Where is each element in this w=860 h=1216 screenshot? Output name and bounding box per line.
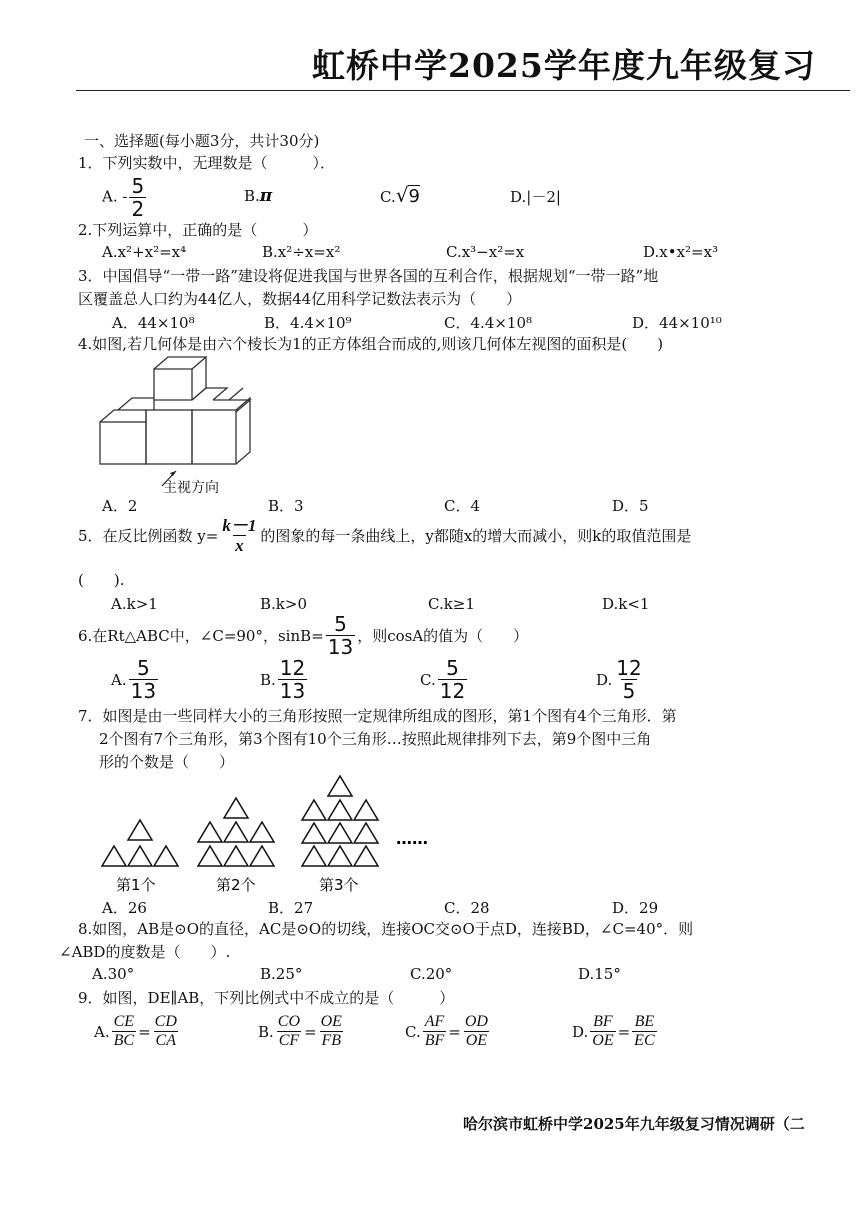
q5-stem-post: 的图象的每一条曲线上，y都随x的增大而减小，则k的取值范围是 (260, 526, 692, 545)
q1-stem: 1．下列实数中，无理数是（ ）． (78, 154, 336, 172)
q6-a-den: 13 (130, 679, 157, 703)
triangle-icon-15 (302, 823, 326, 843)
q9-a-label: A. (94, 1022, 110, 1041)
triangle-icon-3 (154, 846, 178, 866)
q6-a-label: A. (111, 670, 127, 689)
triangle-icon-17 (354, 823, 378, 843)
q9-b-n1: CO (277, 1013, 301, 1030)
triangle-icon-7 (250, 822, 274, 842)
section-heading: 一、选择题(每小题3分，共计30分) (84, 132, 320, 150)
q1-b-prefix: B. (244, 187, 260, 205)
q7-option-b: B．27 (268, 899, 314, 917)
q5-option-b: B.k>0 (260, 595, 307, 613)
q2-stem: 2.下列运算中，正确的是（ ） (78, 221, 318, 239)
q6-d-den: 5 (622, 679, 636, 703)
q6-option-b (260, 658, 309, 701)
q1-a-den: 2 (131, 197, 145, 221)
q9-d-n1: BF (593, 1013, 613, 1030)
q9-option-a: A. $\frac{CE}{BC}$ = $\frac{CD}{CA}$ (94, 1013, 177, 1049)
triangle-icon-8 (198, 846, 222, 866)
q6-c-label: C. (420, 670, 436, 689)
q7-line3: 形的个数是（ ） (99, 753, 235, 771)
triangle-icon-2 (128, 846, 152, 866)
q3-line2: 区覆盖总人口约为44亿人，数据44亿用科学记数法表示为（ ） (78, 290, 522, 308)
q1-option-b (244, 186, 272, 206)
q6-option-a (111, 658, 160, 701)
q5-line2: ( ). (78, 571, 125, 589)
q1-a-num: 5 (131, 174, 145, 198)
triangle-icon-1 (102, 846, 126, 866)
q6-num: 5 (334, 612, 347, 636)
q4-option-d: D．5 (612, 497, 649, 515)
q8-line1: 8.如图，AB是⊙O的直径，AC是⊙O的切线，连接OC交⊙O于点D，连接BD，∠C=40°．则 (78, 920, 694, 938)
q3-option-c: C．4.4×10⁸ (444, 314, 533, 332)
q7-label-2: 第2个 (216, 876, 256, 894)
q5-option-c: C.k≥1 (428, 595, 475, 613)
q6-den: 13 (327, 635, 354, 659)
q5-stem (78, 517, 691, 554)
triangle-icon-20 (354, 846, 378, 866)
triangle-icon-12 (302, 800, 326, 820)
q9-d-n2: BE (634, 1013, 655, 1030)
page-title: 虹桥中学2025学年度九年级复习 (312, 46, 816, 85)
q7-option-d: D．29 (612, 899, 659, 917)
q6-b-den: 13 (279, 679, 306, 703)
q1-b-pi: π (259, 186, 273, 206)
triangle-icon-14 (354, 800, 378, 820)
page-footer: 哈尔滨市虹桥中学2025年九年级复习情况调研（二 (463, 1115, 805, 1133)
q9-d-label: D. (572, 1022, 589, 1041)
q1-a-prefix: A. - (102, 187, 128, 206)
q1-c-radicand: 9 (408, 186, 420, 207)
q8-option-a: A.30° (92, 965, 135, 983)
q8-option-c: C.20° (410, 965, 453, 983)
q6-d-num: 12 (616, 656, 642, 680)
q6-a-num: 5 (136, 656, 150, 680)
q8-option-d: D.15° (578, 965, 621, 983)
q7-label-1: 第1个 (116, 876, 156, 894)
sqrt-icon: √ (395, 183, 409, 207)
q2-option-d: D.x•x²=x³ (643, 243, 719, 261)
q9-a-n2: CD (154, 1013, 177, 1030)
triangle-icon-5 (198, 822, 222, 842)
q1-option-d: D.|－2| (510, 188, 561, 206)
q9-stem: 9．如图，DE∥AB，下列比例式中不成立的是（ ） (78, 989, 455, 1007)
q1-c-prefix: C. (380, 188, 396, 206)
q7-triangle-figure (98, 770, 448, 900)
q9-a-d2: CA (155, 1032, 176, 1049)
q6-b-num: 12 (279, 656, 306, 680)
q4-caption: 主视方向 (163, 480, 219, 496)
q9-b-d2: FB (321, 1032, 342, 1049)
triangle-icon-18 (302, 846, 326, 866)
q9-c-n2: OD (464, 1013, 488, 1030)
triangle-icon-4 (224, 798, 248, 818)
q9-c-label: C. (405, 1022, 421, 1041)
triangle-icon-16 (328, 823, 352, 843)
q9-a-n1: CE (113, 1013, 135, 1030)
triangle-icon-6 (224, 822, 248, 842)
q7-line2: 2个图有7个三角形，第3个图有10个三角形…按照此规律排列下去，第9个图中三角 (99, 730, 652, 748)
q4-option-c: C．4 (444, 497, 481, 515)
q7-line1: 7．如图是由一些同样大小的三角形按照一定规律所组成的图形，第1个图有4个三角形．第 (78, 707, 677, 725)
q9-b-d1: CF (278, 1032, 300, 1049)
arrow-head-icon (170, 471, 176, 476)
q7-option-c: C．28 (444, 899, 490, 917)
q6-b-label: B. (260, 670, 276, 689)
q9-option-b: B. $\frac{CO}{CF}$ = $\frac{OE}{FB}$ (258, 1013, 342, 1049)
q5-num: k－1 (222, 516, 257, 535)
triangle-icon-13 (328, 800, 352, 820)
q4-option-b: B．3 (268, 497, 304, 515)
q9-c-n1: AF (424, 1013, 445, 1030)
triangle-icon-10 (250, 846, 274, 866)
q4-stem: 4.如图,若几何体是由六个棱长为1的正方体组合而成的,则该几何体左视图的面积是( ) (78, 335, 664, 353)
q9-d-d2: EC (634, 1032, 655, 1049)
q2-option-b: B.x²÷x=x² (262, 243, 341, 261)
q2-option-c: C.x³−x²=x (446, 243, 525, 261)
triangle-icon-0 (128, 820, 152, 840)
q1-option-c (380, 183, 420, 207)
q6-option-c (420, 658, 469, 701)
q6-option-d (596, 658, 646, 701)
q5-option-a: A.k>1 (111, 595, 158, 613)
q8-line2: ∠ABD的度数是（ ）. (59, 943, 231, 961)
q6-d-label: D. (596, 670, 613, 689)
q7-option-a: A．26 (102, 899, 147, 917)
q9-b-n2: OE (320, 1013, 342, 1030)
q9-a-d1: BC (113, 1032, 135, 1049)
triangle-icon-9 (224, 846, 248, 866)
q3-option-a: A．44×10⁸ (112, 314, 195, 332)
q2-option-a: A.x²+x²=x⁴ (102, 243, 187, 261)
q6-c-num: 5 (446, 656, 459, 680)
header-rule (76, 90, 850, 91)
q9-c-d1: BF (424, 1032, 445, 1049)
q8-option-b: B.25° (260, 965, 303, 983)
q4-option-a: A．2 (102, 497, 138, 515)
q3-option-d: D．44×10¹⁰ (632, 314, 722, 332)
q9-c-d2: OE (465, 1032, 488, 1049)
q9-option-d: D. $\frac{BF}{OE}$ = $\frac{BE}{EC}$ (572, 1013, 655, 1049)
triangle-icon-11 (328, 776, 352, 796)
q5-option-d: D.k<1 (602, 595, 650, 613)
triangle-icon-19 (328, 846, 352, 866)
q1-option-a (102, 176, 148, 219)
q5-stem-pre: 5．在反比例函数 y= (78, 526, 219, 545)
q9-d-d1: OE (592, 1032, 614, 1049)
q7-ellipsis: …… (396, 829, 428, 848)
q3-option-b: B．4.4×10⁹ (264, 314, 352, 332)
q6-c-den: 12 (439, 679, 466, 703)
q6-stem-post: ，则cosA的值为（ ） (357, 626, 529, 645)
q9-option-c: C. $\frac{AF}{BF}$ = $\frac{OD}{OE}$ (405, 1013, 488, 1049)
q3-line1: 3．中国倡导“一带一路”建设将促进我国与世界各国的互利合作，根据规划“一带一路”地 (78, 267, 659, 285)
q5-den: x (235, 536, 244, 555)
q6-stem-pre: 6.在Rt△ABC中，∠C=90°，sinB= (78, 626, 324, 645)
q9-b-label: B. (258, 1022, 274, 1041)
q6-stem (78, 614, 528, 657)
q7-label-3: 第3个 (319, 876, 359, 894)
